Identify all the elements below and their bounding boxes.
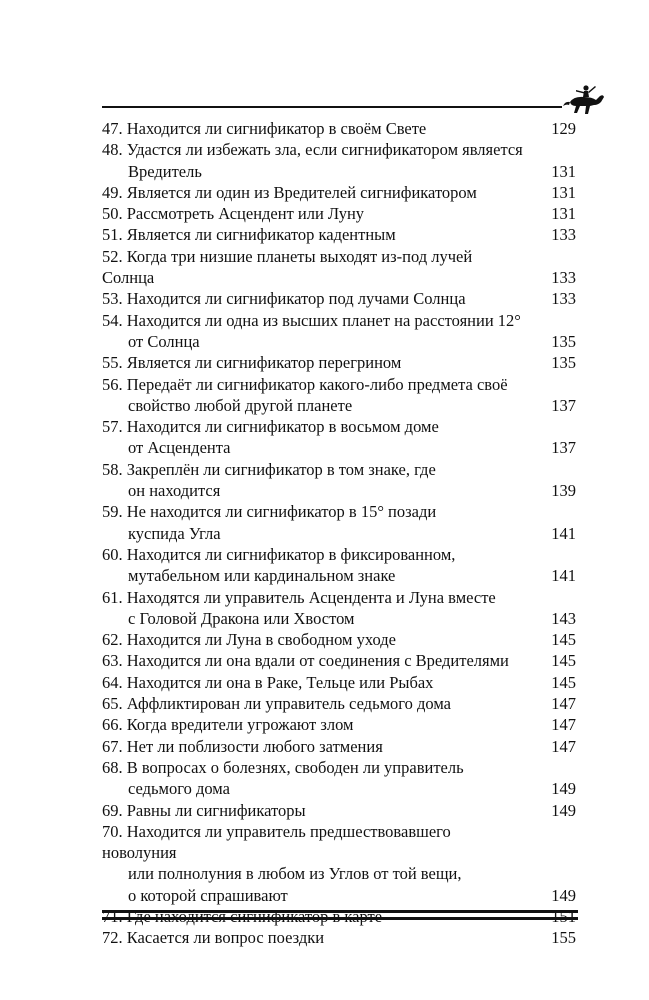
toc-entry bbox=[102, 650, 578, 671]
toc-entry-line: 66. Когда вредители угрожают злом bbox=[102, 715, 354, 735]
toc-entry-page-number: 137 bbox=[551, 395, 576, 415]
toc-entry-page-number: 149 bbox=[551, 779, 576, 799]
toc-entry-page-number: 145 bbox=[551, 630, 576, 650]
toc-entry-line: от Солнца bbox=[128, 331, 200, 351]
toc-entry-line: 65. Аффликтирован ли управитель седьмого дома bbox=[102, 694, 452, 714]
toc-entry-line: 59. Не находится ли сигнификатор в 15° позади bbox=[102, 502, 437, 522]
toc-entry-line: 54. Находится ли одна из высших планет на расстоянии 12° bbox=[102, 310, 521, 330]
footer-rule-top bbox=[102, 910, 578, 913]
toc-entry-line: 56. Передаёт ли сигнификатор какого-либо предмета своё bbox=[102, 374, 508, 394]
toc-entry-title bbox=[102, 800, 578, 821]
toc-entry bbox=[102, 757, 578, 800]
toc-entry-line: с Головой Дракона или Хвостом bbox=[128, 608, 355, 628]
toc-entry bbox=[102, 118, 578, 139]
toc-entry bbox=[102, 139, 578, 182]
toc-entry-title bbox=[102, 139, 578, 182]
toc-entry-line: 51. Является ли сигнификатор кадентным bbox=[102, 225, 396, 245]
toc-entry bbox=[102, 224, 578, 245]
toc-entry bbox=[102, 374, 578, 417]
toc-entry bbox=[102, 288, 578, 309]
toc-entry-line: он находится bbox=[128, 481, 221, 501]
toc-entry-line: 63. Находится ли она вдали от соединения с Вредителями bbox=[102, 651, 509, 671]
toc-entry-page-number: 139 bbox=[551, 481, 576, 501]
toc-entry bbox=[102, 544, 578, 587]
toc-entry-title bbox=[102, 374, 578, 417]
toc-entry-title bbox=[102, 757, 578, 800]
toc-entry-page-number: 133 bbox=[551, 225, 576, 245]
toc-entry-title bbox=[102, 927, 578, 948]
toc-entry bbox=[102, 714, 578, 735]
toc-entry-page-number: 147 bbox=[551, 694, 576, 714]
footer-rule-bottom bbox=[102, 917, 578, 920]
toc-entry-line: 64. Находится ли она в Раке, Тельце или Рыбах bbox=[102, 672, 434, 692]
toc-entry-page-number: 155 bbox=[551, 928, 576, 948]
horseman-ornament-icon bbox=[560, 82, 608, 118]
toc-entry-title bbox=[102, 246, 578, 289]
toc-entry-page-number: 143 bbox=[551, 608, 576, 628]
toc-entry-title bbox=[102, 203, 578, 224]
toc-entry-title bbox=[102, 501, 578, 544]
toc-entry bbox=[102, 182, 578, 203]
toc-entry bbox=[102, 352, 578, 373]
toc-entry-line: мутабельном или кардинальном знаке bbox=[128, 566, 396, 586]
toc-entry-line: от Асцендента bbox=[128, 438, 231, 458]
toc-entry-line: 48. Удастся ли избежать зла, если сигнификатором является bbox=[102, 140, 523, 160]
header-rule bbox=[102, 106, 562, 108]
toc-entry-page-number: 129 bbox=[551, 119, 576, 138]
toc-entry bbox=[102, 246, 578, 289]
toc-entry-line: о которой спрашивают bbox=[128, 885, 288, 905]
table-of-contents bbox=[102, 118, 578, 949]
toc-entry-line: 68. В вопросах о болезнях, свободен ли управитель bbox=[102, 757, 464, 777]
toc-entry-title bbox=[102, 821, 578, 906]
toc-entry bbox=[102, 736, 578, 757]
toc-entry bbox=[102, 416, 578, 459]
toc-entry bbox=[102, 693, 578, 714]
toc-entry-page-number: 131 bbox=[551, 204, 576, 224]
toc-entry-page-number: 133 bbox=[551, 268, 576, 288]
toc-entry-title bbox=[102, 544, 578, 587]
toc-entry bbox=[102, 587, 578, 630]
toc-entry-line: куспида Угла bbox=[128, 523, 221, 543]
toc-entry-page-number: 145 bbox=[551, 672, 576, 692]
toc-entry-line: 57. Находится ли сигнификатор в восьмом доме bbox=[102, 417, 439, 437]
toc-entry-line: или полнолуния в любом из Углов от той вещи, bbox=[128, 864, 462, 884]
toc-entry-line: свойство любой другой планете bbox=[128, 395, 353, 415]
toc-entry-page-number: 149 bbox=[551, 800, 576, 820]
toc-entry-line: 62. Находится ли Луна в свободном уходе bbox=[102, 630, 396, 650]
toc-entry-page-number: 131 bbox=[551, 182, 576, 202]
toc-entry bbox=[102, 459, 578, 502]
toc-entry-title bbox=[102, 416, 578, 459]
toc-entry-line: Вредитель bbox=[128, 161, 202, 181]
toc-entry bbox=[102, 672, 578, 693]
toc-entry-title bbox=[102, 672, 578, 693]
toc-entry-page-number: 141 bbox=[551, 566, 576, 586]
toc-entry-page-number: 145 bbox=[551, 651, 576, 671]
toc-entry-line: 55. Является ли сигнификатор перегрином bbox=[102, 353, 402, 373]
toc-entry-line: 70. Находится ли управитель предшествовавшего новолуния bbox=[102, 821, 451, 863]
toc-entry-title bbox=[102, 224, 578, 245]
toc-entry-line: 67. Нет ли поблизости любого затмения bbox=[102, 736, 383, 756]
toc-entry-page-number: 137 bbox=[551, 438, 576, 458]
toc-entry bbox=[102, 203, 578, 224]
toc-entry bbox=[102, 800, 578, 821]
toc-entry-line: 60. Находится ли сигнификатор в фиксированном, bbox=[102, 544, 456, 564]
toc-entry-title bbox=[102, 288, 578, 309]
toc-entry-page-number: 149 bbox=[551, 885, 576, 905]
toc-entry-page-number: 147 bbox=[551, 736, 576, 756]
toc-entry bbox=[102, 927, 578, 948]
toc-entry-title bbox=[102, 310, 578, 353]
toc-entry-line: 52. Когда три низшие планеты выходят из-под лучей Солнца bbox=[102, 246, 473, 288]
toc-entry-page-number: 135 bbox=[551, 353, 576, 373]
toc-entry-line: седьмого дома bbox=[128, 779, 230, 799]
toc-entry-line: 49. Является ли один из Вредителей сигнификатором bbox=[102, 182, 477, 202]
toc-entry-line: 53. Находится ли сигнификатор под лучами Солнца bbox=[102, 289, 466, 309]
toc-entry-page-number: 135 bbox=[551, 331, 576, 351]
toc-entry-title bbox=[102, 693, 578, 714]
toc-entry-title bbox=[102, 629, 578, 650]
toc-entry-title bbox=[102, 714, 578, 735]
toc-entry-line: 61. Находятся ли управитель Асцендента и Луна вместе bbox=[102, 587, 496, 607]
toc-entry-page-number: 131 bbox=[551, 161, 576, 181]
toc-entry-line: 72. Касается ли вопрос поездки bbox=[102, 928, 325, 948]
toc-entry-title bbox=[102, 587, 578, 630]
toc-entry bbox=[102, 501, 578, 544]
toc-entry-page-number: 147 bbox=[551, 715, 576, 735]
toc-entry bbox=[102, 629, 578, 650]
toc-entry-line: 50. Рассмотреть Асцендент или Луну bbox=[102, 204, 365, 224]
toc-entry-title bbox=[102, 118, 578, 139]
toc-entry-title bbox=[102, 182, 578, 203]
toc-entry bbox=[102, 310, 578, 353]
toc-entry-title bbox=[102, 459, 578, 502]
toc-entry bbox=[102, 821, 578, 906]
toc-entry-title bbox=[102, 736, 578, 757]
toc-entry-line: 47. Находится ли сигнификатор в своём Свете bbox=[102, 119, 427, 138]
toc-entry-line: 69. Равны ли сигнификаторы bbox=[102, 800, 306, 820]
toc-entry-page-number: 141 bbox=[551, 523, 576, 543]
toc-entry-title bbox=[102, 352, 578, 373]
toc-entry-title bbox=[102, 650, 578, 671]
toc-entry-page-number: 133 bbox=[551, 289, 576, 309]
toc-entry-line: 58. Закреплён ли сигнификатор в том знаке, где bbox=[102, 459, 436, 479]
